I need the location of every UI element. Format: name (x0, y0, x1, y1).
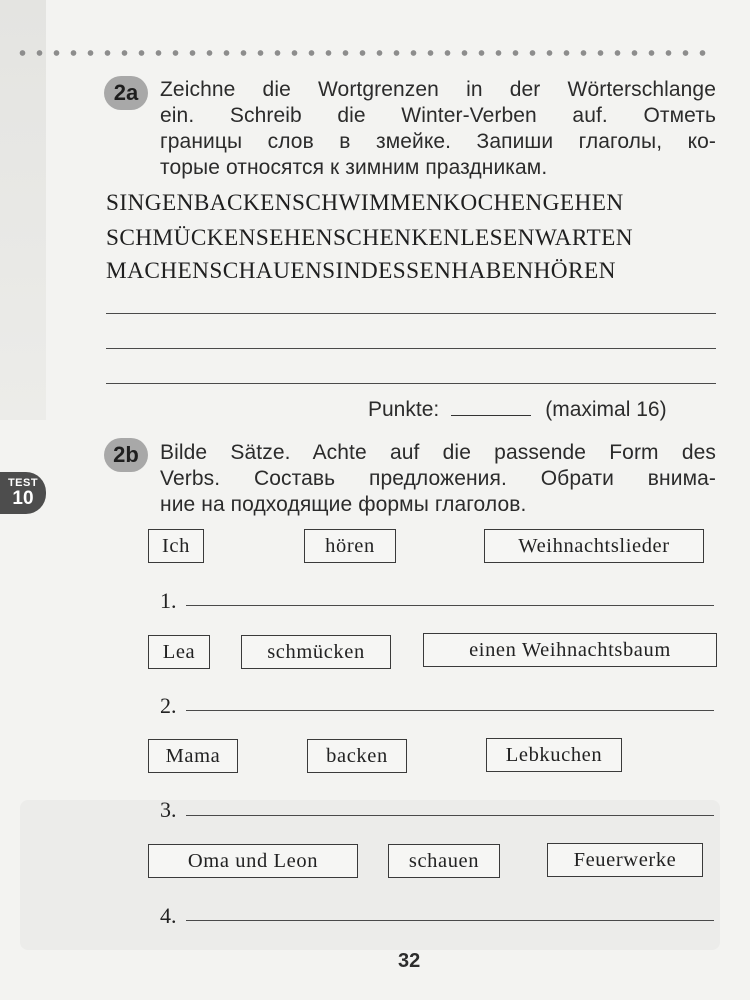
sentence-answer-line[interactable] (186, 710, 714, 711)
word-card: Weihnachtslieder (484, 529, 704, 563)
background-decoration (0, 0, 46, 420)
word-snake-line: SINGENBACKENSCHWIMMENKOCHENGEHEN (106, 190, 624, 216)
task-2a-badge: 2a (104, 76, 148, 110)
answer-line[interactable] (106, 348, 716, 349)
word-card: Feuerwerke (547, 843, 703, 877)
instruction-line: Verbs. Составь предложения. Обрати внима- (160, 467, 716, 490)
sentence-number: 4. (160, 903, 177, 928)
test-tab (0, 472, 46, 514)
sentence-answer-line[interactable] (186, 920, 714, 921)
sentence-number: 2. (160, 693, 177, 718)
word-card: Lebkuchen (486, 738, 622, 772)
word-card: schmücken (241, 635, 391, 669)
word-card: Lea (148, 635, 210, 669)
sentence-number: 1. (160, 588, 177, 613)
points-max: (maximal 16) (545, 398, 667, 421)
answer-line[interactable] (106, 383, 716, 384)
sentence-number: 3. (160, 797, 177, 822)
answer-line[interactable] (106, 313, 716, 314)
word-card: Mama (148, 739, 238, 773)
points-field (368, 397, 667, 422)
word-card: hören (304, 529, 396, 563)
instruction-line: Bilde Sätze. Achte auf die passende Form des (160, 441, 716, 464)
word-card: backen (307, 739, 407, 773)
word-snake-line: MACHENSCHAUENSINDESSENHABENHÖREN (106, 258, 616, 284)
points-blank[interactable] (451, 397, 531, 416)
word-card: schauen (388, 844, 500, 878)
instruction-line: ние на подходящие формы глаголов. (160, 493, 527, 516)
instruction-line: ein. Schreib die Winter-Verben auf. Отметь (160, 104, 716, 127)
word-card: einen Weihnachtsbaum (423, 633, 717, 667)
instruction-line: границы слов в змейке. Запиши глаголы, ко- (160, 130, 716, 153)
word-card: Ich (148, 529, 204, 563)
task-2a-instruction (160, 77, 716, 181)
task-2b-badge: 2b (104, 438, 148, 472)
word-card: Oma und Leon (148, 844, 358, 878)
task-2b-instruction (160, 440, 716, 518)
points-label: Punkte: (368, 398, 440, 421)
instruction-line: торые относятся к зимним праздникам. (160, 156, 548, 179)
sentence-answer-line[interactable] (186, 605, 714, 606)
sentence-answer-line[interactable] (186, 815, 714, 816)
dotted-divider (14, 48, 714, 58)
page-number: 32 (398, 950, 421, 972)
instruction-line: Zeichne die Wortgrenzen in der Wörterschlange (160, 78, 716, 101)
word-snake-line: SCHMÜCKENSEHENSCHENKENLESENWARTEN (106, 225, 633, 251)
test-tab-number: 10 (12, 488, 34, 509)
test-tab-label: TEST (7, 477, 39, 489)
